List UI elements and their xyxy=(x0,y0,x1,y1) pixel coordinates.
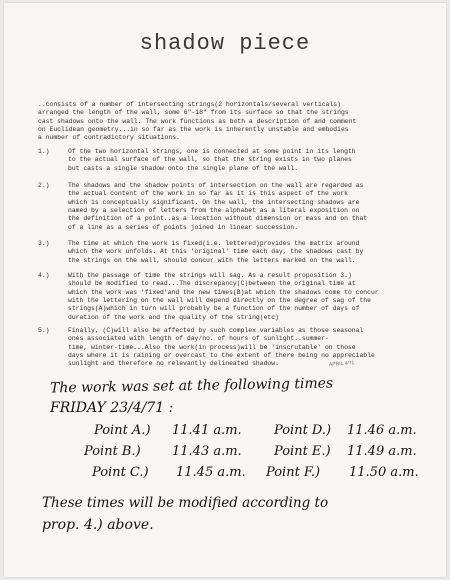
item-text-5: Finally, (C)will also be affected by such complex variables as those seasonal ones associated with length of day/no. of hours of sunlight..summer- time, winter-time...Also the work(in process)will be 'inscrutable' on those days where it is raining or overcast to the extent of there being no appreciable sunlight and therefore no relevantly delineated shadow. xyxy=(68,327,375,368)
point-a-time: 11.41 a.m. xyxy=(172,423,242,438)
document-page xyxy=(4,3,446,577)
item-text-3: The time at which the work is fixed(i.e. lettered)provides the matrix around which the work unfolds. At this 'original' time each day, the shadows cast by the strings on the wall, should concur with the letters marked on the wall. xyxy=(68,240,364,264)
handwritten-note-2: prop. 4.) above. xyxy=(42,517,154,533)
handwritten-line-2: FRIDAY 23/4/71 : xyxy=(50,400,174,416)
intro-paragraph: ..consists of a number of intersecting strings(2 horizontals/several verticals) arranged the length of the wall, some 6"-18" from its surface so that the strings cast shadows onto the wall. The work functions as both a description of and comment on Euclidean geometry...in so far as the work is inherently unstable and embodies a number of contradictory situations. xyxy=(38,101,357,142)
date-stamp: APRIL 4/71 xyxy=(328,360,355,368)
point-e-label: Point E.) xyxy=(274,444,331,459)
point-d-time: 11.46 a.m. xyxy=(347,423,417,438)
point-b-time: 11.43 a.m. xyxy=(172,444,242,459)
item-number-5: 5.) xyxy=(38,327,50,334)
point-f-label: Point F.) xyxy=(266,465,321,480)
point-f-time: 11.50 a.m. xyxy=(349,465,419,480)
handwritten-note-1: These times will be modified according to xyxy=(42,495,329,511)
point-a-label: Point A.) xyxy=(94,423,151,438)
item-number-3: 3.) xyxy=(38,240,50,247)
item-number-1: 1.) xyxy=(38,148,50,155)
item-text-1: Of the two horizontal strings, one is connected at some point in its length to the actual surface of the wall, so that the string exists in two planes but casts a single shadow onto the single plane of the wall. xyxy=(68,148,356,172)
document-title: shadow piece xyxy=(139,31,311,56)
point-b-label: Point B.) xyxy=(84,444,141,459)
point-d-label: Point D.) xyxy=(274,423,332,438)
handwritten-line-1: The work was set at the following times xyxy=(49,375,334,397)
point-c-time: 11.45 a.m. xyxy=(176,465,246,480)
point-c-label: Point C.) xyxy=(92,465,149,480)
item-text-4: With the passage of time the strings will sag. As a result proposition 3.) should be modified to read...The discrepancy(C)between the original time at which the work was 'fixed'and the new times(B)at which the shadows come to concur with the lettering on the wall will depend directly on the degree of sag of the strings(A)which in turn will probably be a function of the number of days of duration of the work and the quality of the string(etc) xyxy=(68,272,379,321)
item-text-2: The shadows and the shadow points of intersection on the wall are regarded as the actual content of the work in so far as it is this aspect of the work which is conceptually significant. On the wall, the intersecting shadows are named by a selection of letters from the alphabet as a literal exposition on the definition of a point..as a location without dimension or mass and on that of a line as a series of points joined in linear succession. xyxy=(68,182,368,231)
item-number-2: 2.) xyxy=(38,182,50,189)
point-e-time: 11.49 a.m. xyxy=(347,444,417,459)
item-number-4: 4.) xyxy=(38,272,50,279)
